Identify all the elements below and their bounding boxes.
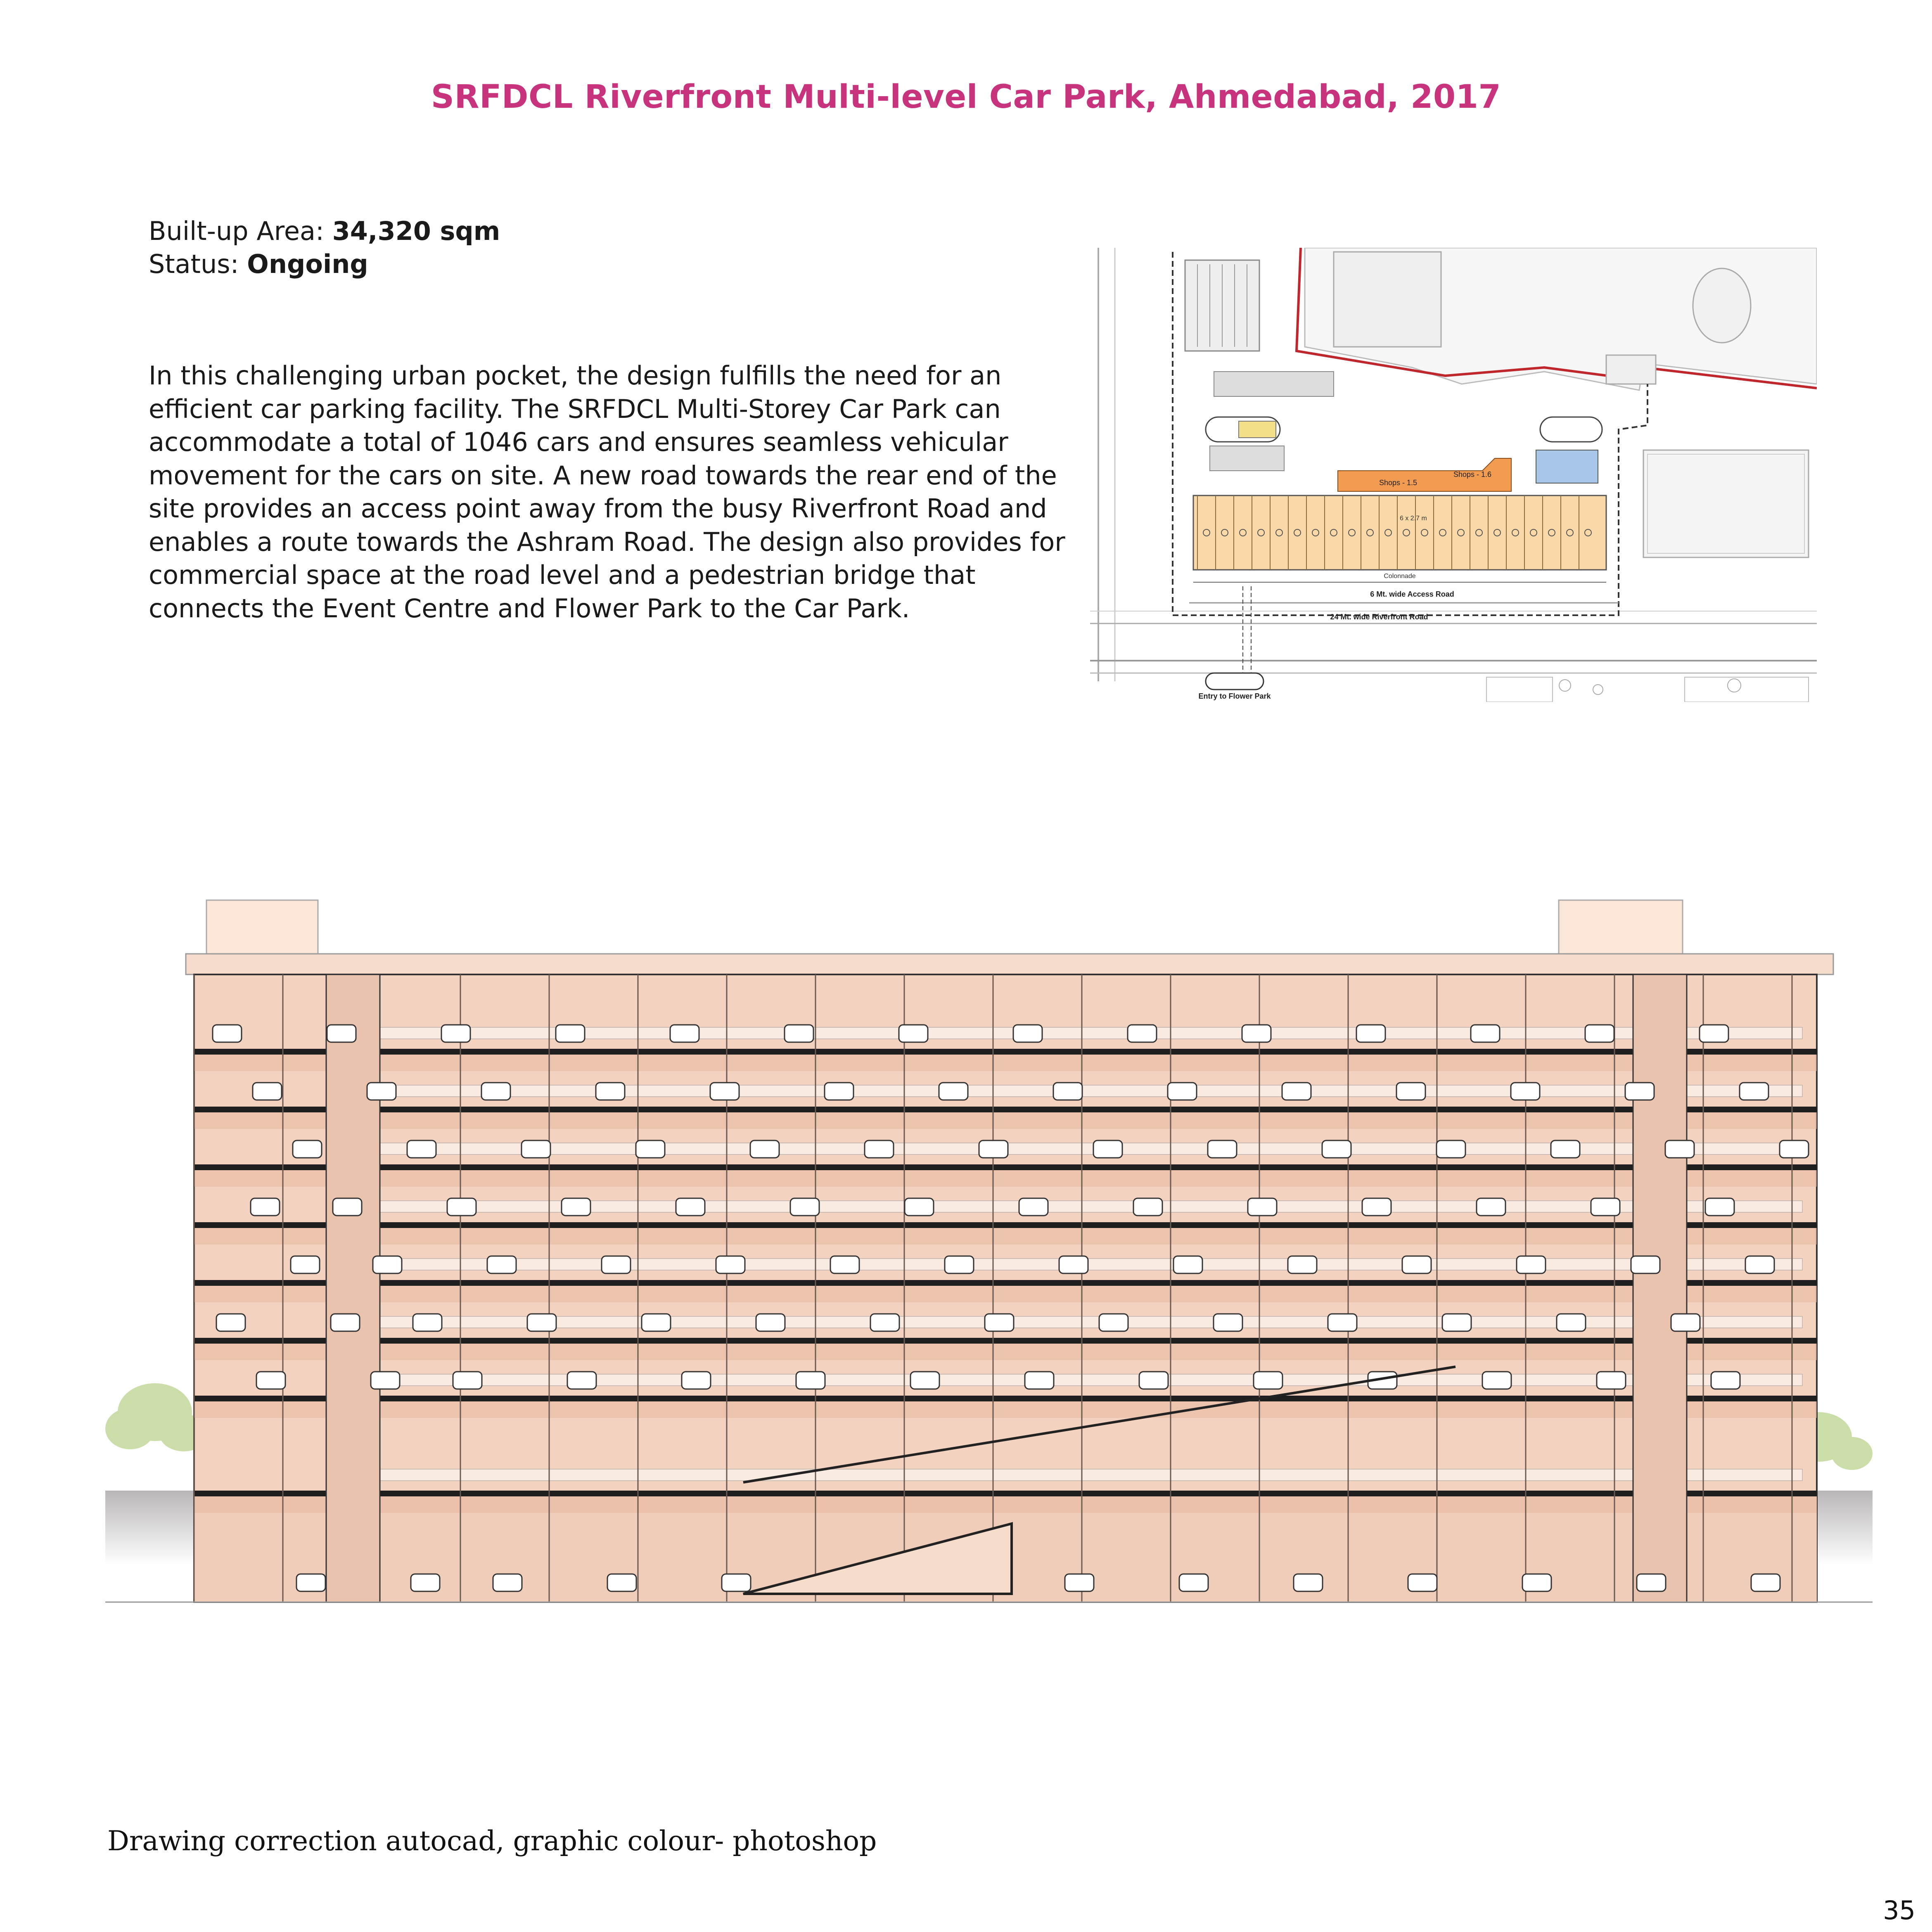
car [481, 1083, 510, 1100]
car [1471, 1025, 1500, 1042]
car [710, 1083, 739, 1100]
shops-a-label: Shops - 1.5 [1379, 479, 1418, 487]
entry-label: Entry to Flower Park [1198, 692, 1271, 700]
car [253, 1083, 282, 1100]
slab-band [194, 1286, 1817, 1302]
car [1059, 1256, 1088, 1273]
car [830, 1256, 859, 1273]
car [865, 1140, 894, 1158]
bays-label: 6 x 2.7 m [1400, 515, 1427, 522]
area-line [149, 215, 500, 248]
car [331, 1314, 360, 1331]
railing [337, 1469, 1802, 1481]
car [216, 1314, 245, 1331]
car [1597, 1372, 1626, 1389]
area-value: 34,320 sqm [332, 216, 500, 246]
car [596, 1083, 625, 1100]
car [327, 1025, 356, 1042]
car [1396, 1083, 1425, 1100]
slab-band [194, 1112, 1817, 1129]
project-description: In this challenging urban pocket, the design fulfills the need for an efficient car parking facility. The SRFDCL Multi-Storey Car Park can accommodate a total of 1046 cars and ensures seamless vehicular movement for the cars on site. A new road towards the rear end of the site provides an access point away from the busy Riverfront Road and enables a route towards the Ashram Road. The design also provides for commercial space at the road level and a pedestrian bridge that connects the Event Centre and Flower Park to the Car Park. [149, 360, 1065, 623]
car [1053, 1083, 1082, 1100]
car [251, 1198, 280, 1216]
slab-band [194, 1344, 1817, 1360]
car [1591, 1198, 1620, 1216]
car [1637, 1574, 1666, 1591]
car [716, 1256, 745, 1273]
car [1511, 1083, 1540, 1100]
car [1214, 1314, 1242, 1331]
car [722, 1574, 751, 1591]
car [756, 1314, 785, 1331]
status-label: Status: [149, 249, 247, 279]
slab-band [194, 1170, 1817, 1187]
trees-left [105, 1383, 209, 1451]
car [1013, 1025, 1042, 1042]
car [1482, 1372, 1511, 1389]
car [670, 1025, 699, 1042]
car [785, 1025, 813, 1042]
car [1254, 1372, 1282, 1389]
status-value: Ongoing [247, 249, 368, 279]
car [790, 1198, 819, 1216]
floor-slab [194, 1396, 1817, 1401]
car [1780, 1140, 1809, 1158]
floor-slab [194, 1107, 1817, 1112]
slab-band [194, 1401, 1817, 1418]
status-line [149, 248, 500, 281]
car [256, 1372, 285, 1389]
car [1522, 1574, 1551, 1591]
car [1139, 1372, 1168, 1389]
car [636, 1140, 665, 1158]
floor-slab [194, 1049, 1817, 1055]
railing [337, 1374, 1802, 1386]
car [1179, 1574, 1208, 1591]
car [373, 1256, 402, 1273]
project-meta [149, 215, 500, 281]
car [1408, 1574, 1437, 1591]
car [1705, 1198, 1734, 1216]
car [905, 1198, 934, 1216]
car [1362, 1198, 1391, 1216]
car [682, 1372, 711, 1389]
slab-band [194, 1228, 1817, 1245]
car [453, 1372, 482, 1389]
site-plan [1090, 248, 1817, 702]
car [213, 1025, 242, 1042]
car [296, 1574, 325, 1591]
car [945, 1256, 974, 1273]
stair-core-left [326, 974, 380, 1602]
car [1328, 1314, 1357, 1331]
car [1248, 1198, 1277, 1216]
car [1322, 1140, 1351, 1158]
car [527, 1314, 556, 1331]
railing [337, 1201, 1802, 1212]
car [1585, 1025, 1614, 1042]
car [602, 1256, 631, 1273]
car [1557, 1314, 1586, 1331]
car [1356, 1025, 1385, 1042]
car [1740, 1083, 1768, 1100]
section-drawing [105, 892, 1873, 1652]
car [1282, 1083, 1311, 1100]
car [567, 1372, 596, 1389]
car [487, 1256, 516, 1273]
car [1173, 1256, 1202, 1273]
floor-slab [194, 1164, 1817, 1170]
car [1025, 1372, 1054, 1389]
floor-slab [194, 1338, 1817, 1344]
car [411, 1574, 440, 1591]
car [293, 1140, 322, 1158]
car [1625, 1083, 1654, 1100]
car [441, 1025, 470, 1042]
car [1745, 1256, 1774, 1273]
car [1517, 1256, 1546, 1273]
car [1442, 1314, 1471, 1331]
car [1551, 1140, 1580, 1158]
colonnade-label: Colonnade [1384, 573, 1416, 580]
car [1665, 1140, 1694, 1158]
car [413, 1314, 442, 1331]
car [870, 1314, 899, 1331]
car [1477, 1198, 1505, 1216]
car [1065, 1574, 1094, 1591]
car [1133, 1198, 1162, 1216]
car [1099, 1314, 1128, 1331]
car [1168, 1083, 1197, 1100]
car [407, 1140, 436, 1158]
car [371, 1372, 400, 1389]
stair-core-right [1633, 974, 1687, 1602]
car [291, 1256, 320, 1273]
car [493, 1574, 522, 1591]
car [1671, 1314, 1700, 1331]
car [899, 1025, 928, 1042]
riverfront-road-label: 24 Mt. wide Riverfront Road [1330, 613, 1428, 621]
area-label: Built-up Area: [149, 216, 332, 246]
car [556, 1025, 585, 1042]
car [333, 1198, 362, 1216]
car [447, 1198, 476, 1216]
shops-b-label: Shops - 1.6 [1453, 470, 1492, 479]
car [910, 1372, 939, 1389]
car [750, 1140, 779, 1158]
car [676, 1198, 705, 1216]
car [985, 1314, 1014, 1331]
drawing-credit: Drawing correction autocad, graphic colour- photoshop [107, 1825, 877, 1857]
car [1019, 1198, 1048, 1216]
car [1402, 1256, 1431, 1273]
car [367, 1083, 396, 1100]
floor-slab [194, 1280, 1817, 1286]
car [642, 1314, 671, 1331]
car [1093, 1140, 1122, 1158]
car [1242, 1025, 1271, 1042]
page-number: 35 [1883, 1895, 1915, 1925]
car [1631, 1256, 1660, 1273]
floor-slab [194, 1491, 1817, 1496]
car [1751, 1574, 1780, 1591]
railing [337, 1143, 1802, 1154]
slab-band [194, 1496, 1817, 1513]
car [1700, 1025, 1728, 1042]
page-title: SRFDCL Riverfront Multi-level Car Park, Ahmedabad, 2017 [431, 78, 1501, 116]
car [939, 1083, 968, 1100]
car [825, 1083, 853, 1100]
car [1128, 1025, 1157, 1042]
car [522, 1140, 550, 1158]
car [1437, 1140, 1465, 1158]
car [1294, 1574, 1323, 1591]
car [979, 1140, 1008, 1158]
car [1288, 1256, 1317, 1273]
car [796, 1372, 825, 1389]
car [1711, 1372, 1740, 1389]
car [607, 1574, 636, 1591]
slab-band [194, 1055, 1817, 1071]
floor-slab [194, 1222, 1817, 1228]
car [1208, 1140, 1237, 1158]
car [562, 1198, 590, 1216]
access-road-label: 6 Mt. wide Access Road [1370, 590, 1454, 598]
